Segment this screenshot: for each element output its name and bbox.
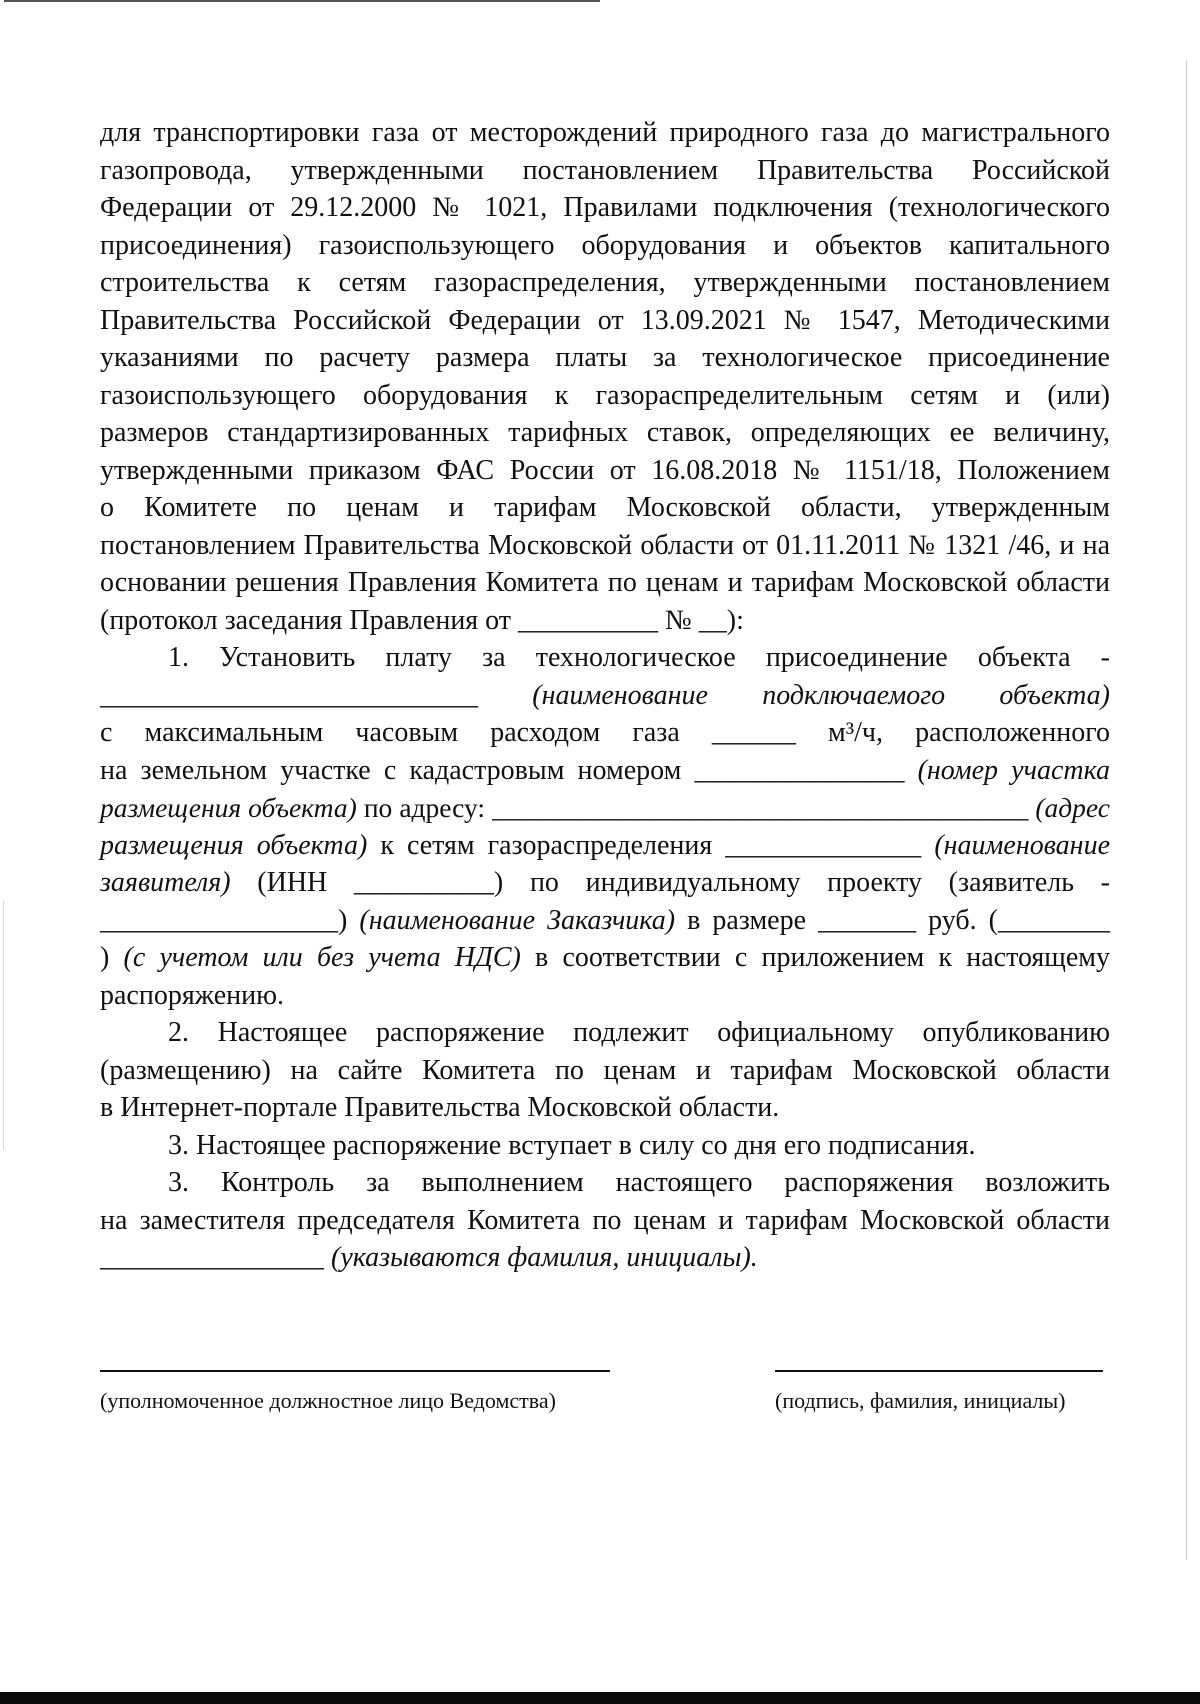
text-run: ________________ bbox=[100, 1242, 331, 1273]
text-line: Федерации от 29.12.2000 № 1021, Правилами подключения (технологического bbox=[100, 192, 1110, 223]
paragraph-item-3a bbox=[100, 1127, 1110, 1165]
text-run: по адресу: _______________________________________ bbox=[356, 792, 1036, 823]
text-line bbox=[100, 639, 1110, 677]
text-line bbox=[100, 977, 1110, 1015]
text-line: постановлением Правительства Московской области от 01.11.2011 № 1321 /46, и на bbox=[100, 529, 1110, 561]
text-line bbox=[100, 1202, 1110, 1240]
document-body bbox=[100, 114, 1110, 1277]
text-line bbox=[100, 1052, 1110, 1090]
text-run: _________________) bbox=[100, 904, 360, 936]
text-line: строительства к сетям газораспределения, утвержденными постановлением bbox=[100, 267, 1110, 298]
text-run: 2. Настоящее распоряжение подлежит официальному опубликованию bbox=[168, 1017, 1110, 1048]
text-run: с максимальным часовым расходом газа ______ м³/ч, расположенного bbox=[100, 717, 1110, 748]
paragraph-item-3b bbox=[100, 1164, 1110, 1277]
text-run: в Интернет-портале Правительства Московской области. bbox=[100, 1092, 780, 1123]
scan-left-edge bbox=[3, 900, 4, 1150]
text-line: указаниями по расчету размера платы за технологическое присоединение bbox=[100, 342, 1110, 373]
italic-hint: размещения объекта) bbox=[100, 829, 368, 861]
signature-sign-label: (подпись, фамилия, инициалы) bbox=[775, 1388, 1066, 1413]
text-line bbox=[100, 902, 1110, 940]
paragraph-item-1 bbox=[100, 639, 1110, 1014]
text-run: 3. Контроль за выполнением настоящего распоряжения возложить bbox=[168, 1167, 1110, 1198]
text-run: ___________________________ bbox=[100, 679, 533, 711]
italic-hint: заявителя) bbox=[100, 867, 231, 898]
text-run: 1. Установить плату за технологическое присоединение объекта - bbox=[168, 642, 1110, 673]
italic-hint: (номер участка bbox=[917, 754, 1110, 786]
italic-hint: (адрес bbox=[1035, 792, 1110, 823]
text-run: в соответствии с приложением к настоящему bbox=[520, 942, 1110, 973]
scan-right-edge bbox=[1186, 60, 1187, 1560]
text-line: для транспортировки газа от месторождений природного газа до магистрального bbox=[100, 117, 1110, 148]
signature-official bbox=[100, 1370, 610, 1414]
text-line bbox=[100, 1089, 1110, 1127]
italic-hint: (с учетом или без учета НДС) bbox=[123, 942, 521, 973]
text-run: ) bbox=[100, 942, 124, 973]
text-run: (размещению) на сайте Комитета по ценам и тарифам Московской области bbox=[100, 1054, 1110, 1086]
text-line bbox=[100, 864, 1110, 902]
text-line bbox=[100, 714, 1110, 752]
signature-sign bbox=[775, 1370, 1103, 1414]
paragraph-intro bbox=[100, 114, 1110, 639]
text-line: газоиспользующего оборудования к газораспределительным сетям и (или) bbox=[100, 379, 1110, 411]
text-line: газопровода, утвержденными постановлением Правительства Российской bbox=[100, 154, 1110, 186]
text-run: на земельном участке с кадастровым номером _______________ bbox=[100, 754, 918, 786]
text-line bbox=[100, 1127, 1110, 1165]
text-line bbox=[100, 939, 1110, 977]
text-run: (ИНН __________) по индивидуальному проекту (заявитель - bbox=[230, 867, 1110, 898]
scan-bottom-bar bbox=[0, 1692, 1200, 1704]
italic-hint: (наименование подключаемого объекта) bbox=[532, 679, 1110, 711]
scan-top-line bbox=[4, 0, 600, 2]
text-line: (протокол заседания Правления от __________ № __): bbox=[100, 604, 744, 636]
text-run: в размере _______ руб. (________ bbox=[675, 904, 1111, 936]
text-line: присоединения) газоиспользующего оборудования и объектов капитального bbox=[100, 229, 1110, 261]
text-line: размеров стандартизированных тарифных ставок, определяющих ее величину, bbox=[100, 417, 1110, 448]
text-run: к сетям газораспределения ______________ bbox=[367, 829, 935, 861]
text-line: Правительства Российской Федерации от 13.09.2021 № 1547, Методическими bbox=[100, 304, 1110, 336]
paragraph-item-2 bbox=[100, 1014, 1110, 1127]
text-line bbox=[100, 677, 1110, 715]
italic-hint: (наименование bbox=[934, 829, 1110, 861]
italic-hint: (наименование Заказчика) bbox=[359, 904, 676, 936]
text-run: распоряжению. bbox=[100, 979, 285, 1011]
text-run: на заместителя председателя Комитета по ценам и тарифам Московской области bbox=[100, 1204, 1110, 1236]
signature-line-official bbox=[100, 1370, 610, 1372]
italic-hint: (указываются фамилия, инициалы). bbox=[331, 1242, 758, 1273]
text-line: о Комитете по ценам и тарифам Московской области, утвержденным bbox=[100, 492, 1110, 523]
text-line: основании решения Правления Комитета по ценам и тарифам Московской области bbox=[100, 567, 1110, 598]
signature-official-label: (уполномоченное должностное лицо Ведомства) bbox=[100, 1388, 556, 1413]
text-line bbox=[100, 1239, 1110, 1277]
text-line bbox=[100, 789, 1110, 827]
paragraph-list bbox=[100, 114, 1110, 1277]
text-line bbox=[100, 827, 1110, 865]
text-line bbox=[100, 752, 1110, 790]
italic-hint: размещения объекта) bbox=[100, 792, 357, 823]
text-line: утвержденными приказом ФАС России от 16.08.2018 № 1151/18, Положением bbox=[100, 454, 1110, 486]
text-run: 3. Настоящее распоряжение вступает в силу со дня его подписания. bbox=[168, 1129, 976, 1161]
text-line bbox=[100, 1014, 1110, 1052]
signature-line-sign bbox=[775, 1370, 1103, 1372]
text-line bbox=[100, 1164, 1110, 1202]
